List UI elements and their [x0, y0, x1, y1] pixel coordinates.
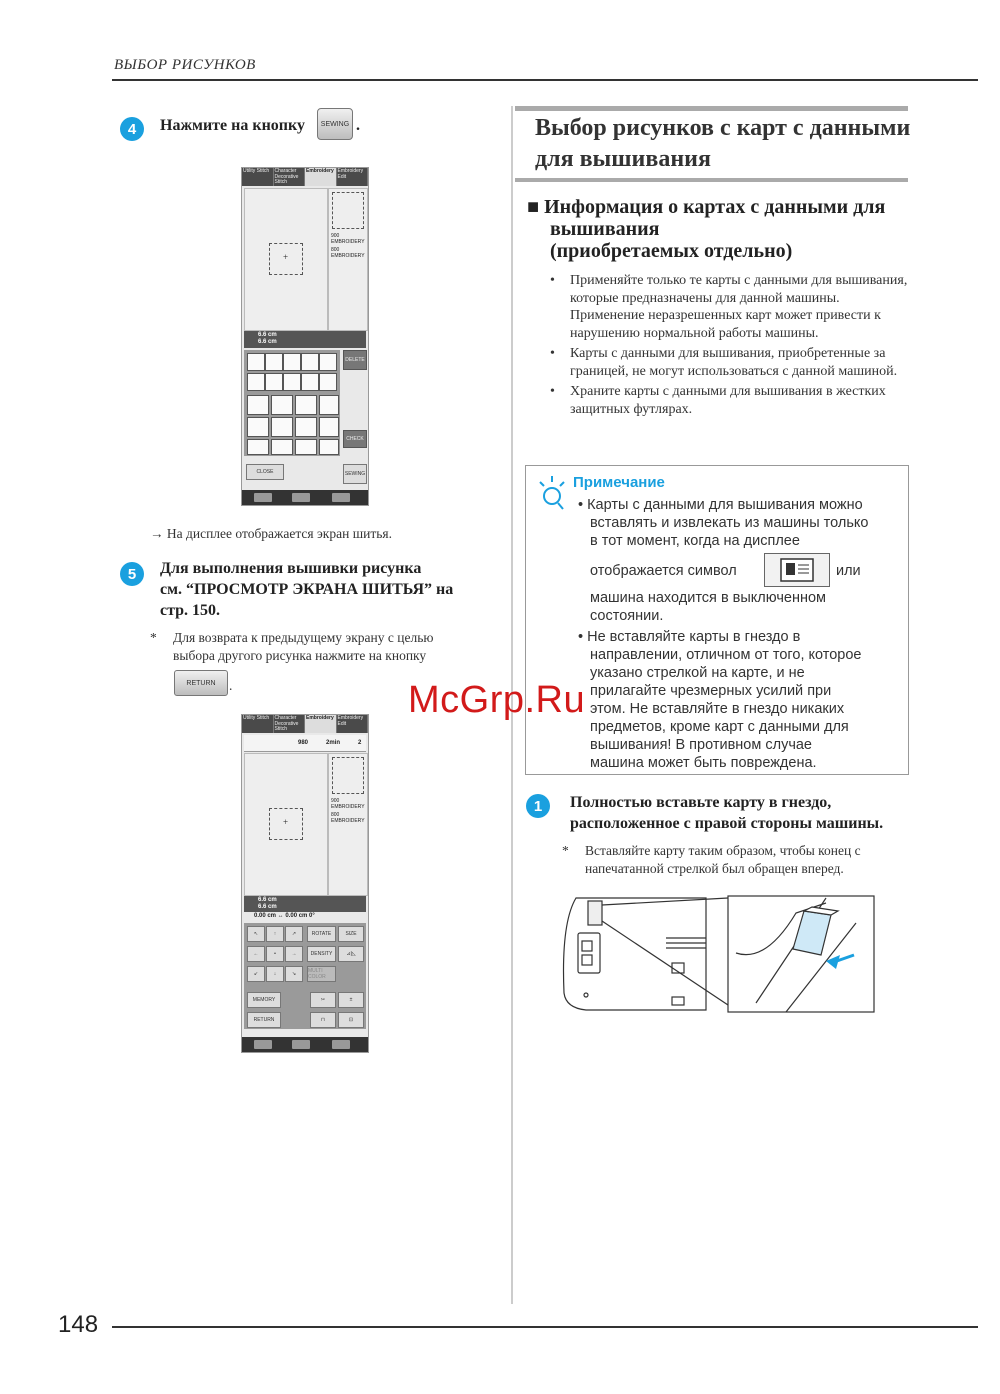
pattern-preview-area — [244, 188, 328, 331]
pattern-preview-area — [244, 753, 328, 896]
step-5-line3: стр. 150. — [160, 602, 221, 619]
section-title-line-1: Выбор рисунков с карт с данными — [535, 115, 911, 141]
frame-cell[interactable] — [319, 417, 339, 437]
return-button-image — [174, 670, 228, 696]
note-b2-l2: направлении, отличном от того, которое — [590, 647, 862, 663]
card-symbol-icon — [764, 553, 830, 587]
screen-bottom-bar — [242, 1037, 368, 1052]
shape-cell[interactable] — [247, 373, 265, 391]
time-counter: 2min — [326, 740, 341, 746]
subheading-line-3: (приобретаемых отдельно) — [550, 240, 793, 262]
screen-tabs — [242, 715, 368, 733]
thread-1: 900 EMBROIDERY — [331, 233, 365, 245]
frame-cell[interactable] — [295, 395, 317, 415]
list-item: • Храните карты с данными для вышивания в жестких защитных футлярах. — [548, 383, 913, 418]
arrow-up-button[interactable]: ↑ — [266, 926, 284, 942]
frame-cell[interactable] — [319, 439, 339, 455]
size-width: 6.6 cm — [258, 332, 277, 338]
close-button[interactable]: CLOSE — [246, 464, 284, 480]
step-4-badge: 4 — [120, 117, 144, 141]
tab-character-stitch: Character Decorative Stitch — [274, 168, 306, 186]
return-button-label: RETURN — [186, 679, 216, 687]
note-b2-l8: машина может быть повреждена. — [590, 755, 817, 771]
shape-cell[interactable] — [247, 353, 265, 371]
tab-utility-stitch: Utility Stitch — [242, 168, 274, 186]
center-mark: + — [283, 252, 289, 262]
step-4-text: Нажмите на кнопку — [160, 117, 305, 134]
arrow-up-left-button[interactable]: ↖ — [247, 926, 265, 942]
section-title — [535, 113, 910, 175]
shape-cell[interactable] — [283, 373, 301, 391]
sewing-button-image — [317, 108, 353, 140]
memory-button[interactable]: MEMORY — [247, 992, 281, 1008]
density-button[interactable]: DENSITY — [307, 946, 336, 962]
thread-cut-button[interactable]: ✂ — [310, 992, 336, 1008]
shape-cell[interactable] — [319, 353, 337, 371]
section-top-bar — [515, 106, 908, 111]
frame-cell[interactable] — [247, 439, 269, 455]
watermark: McGrp.Ru — [408, 679, 586, 721]
step-1-note-l1: Вставляйте карту таким образом, чтобы конец с — [585, 843, 861, 858]
frame-cell[interactable] — [295, 439, 317, 455]
tab-utility-stitch: Utility Stitch — [242, 715, 274, 733]
thumbnail-frame — [332, 757, 364, 794]
note-b1-l2: вставлять и извлекать из машины только — [590, 515, 869, 531]
settings-icon[interactable] — [254, 1040, 272, 1049]
note-b2-l5: этом. Не вставляйте в гнездо никаких — [590, 701, 845, 717]
step-5-badge: 5 — [120, 562, 144, 586]
step-5-line2: см. “ПРОСМОТР ЭКРАНА ШИТЬЯ” на — [160, 581, 454, 598]
machine-icon[interactable] — [292, 1040, 310, 1049]
embroidery-screen-1 — [241, 167, 369, 506]
tab-embroidery-edit: Embroidery Edit — [337, 715, 369, 733]
page-number: 148 — [58, 1311, 99, 1338]
step-1-line1: Полностью вставьте карту в гнездо, — [570, 794, 832, 811]
header-rule — [112, 79, 978, 81]
tab-embroidery-edit: Embroidery Edit — [337, 168, 369, 186]
size-height: 6.6 cm — [258, 339, 277, 345]
arrow-left-button[interactable]: ← — [247, 946, 265, 962]
tab-character-stitch: Character Decorative Stitch — [274, 715, 306, 733]
note-b2-l3: указано стрелкой на карте, и не — [590, 665, 805, 681]
help-icon[interactable] — [332, 1040, 350, 1049]
note-title: Примечание — [573, 474, 665, 491]
note-b1-l4a: отображается символ — [590, 563, 737, 579]
help-icon[interactable] — [332, 493, 350, 502]
footer-rule — [112, 1326, 978, 1328]
note-line-2: выбора другого рисунка нажмите на кнопку — [173, 648, 427, 663]
note-b1-l4b: или — [836, 563, 861, 579]
size-bar — [244, 331, 366, 348]
trial-button[interactable]: ⊓ — [310, 1012, 336, 1028]
running-header: ВЫБОР РИСУНКОВ — [114, 57, 256, 73]
shape-grid — [244, 350, 340, 456]
frame-cell[interactable] — [271, 395, 293, 415]
lightbulb-icon — [536, 472, 568, 517]
stitch-counter: 980 — [298, 740, 309, 746]
note-b2-l6: предметов, кроме карт с данными для — [590, 719, 849, 735]
note-b1-l3: в тот момент, когда на дисплее — [590, 533, 800, 549]
edit-keypad — [244, 923, 366, 1029]
frame-cell[interactable] — [319, 395, 339, 415]
machine-icon[interactable] — [292, 493, 310, 502]
subheading-line-2: вышивания — [550, 218, 660, 240]
thread-1: 900 EMBROIDERY — [331, 798, 365, 810]
rotate-button[interactable]: ROTATE — [307, 926, 336, 942]
frame-cell[interactable] — [271, 439, 293, 455]
step-1-note-l2: напечатанной стрелкой был обращен вперед. — [585, 861, 844, 876]
counter-bar — [244, 735, 366, 752]
note-b1-l6: состоянии. — [590, 608, 664, 624]
start-point-button[interactable]: ⊡ — [338, 1012, 364, 1028]
sewing-button[interactable]: SEWING — [343, 464, 367, 484]
tab-embroidery: Embroidery — [305, 715, 337, 733]
sewing-screen-2 — [241, 714, 369, 1053]
shape-cell[interactable] — [301, 353, 319, 371]
screen-bottom-bar — [242, 490, 368, 505]
thread-panel — [328, 753, 368, 896]
note-b1-l1: • Карты с данными для вышивания можно — [578, 497, 863, 513]
info-bullet-list — [548, 272, 913, 421]
center-mark: + — [283, 817, 289, 827]
color-counter: 2 — [358, 740, 362, 746]
frame-cell[interactable] — [295, 417, 317, 437]
list-item: • Карты с данными для вышивания, приобретенные за границей, не могут использоваться с данной машиной. — [548, 345, 913, 380]
shape-cell[interactable] — [301, 373, 319, 391]
sewing-button-label: SEWING — [320, 120, 350, 128]
tab-embroidery: Embroidery — [305, 168, 337, 186]
thread-panel — [328, 188, 368, 331]
arrow-down-button[interactable]: ↓ — [266, 966, 284, 982]
machine-card-slot-illustration — [556, 893, 876, 1020]
thumbnail-frame — [332, 192, 364, 229]
note-b2-l1: • Не вставляйте карты в гнездо в — [578, 629, 801, 645]
section-title-line-2: для вышивания — [535, 146, 711, 172]
thread-2: 800 EMBROIDERY — [331, 247, 365, 259]
result-text: → На дисплее отображается экран шитья. — [150, 526, 392, 541]
note-b2-l7: вышивания! В противном случае — [590, 737, 812, 753]
note-b1-l5: машина находится в выключенном — [590, 590, 826, 606]
step-4-suffix: . — [356, 117, 360, 134]
subheading-line-1: ■ Информация о картах с данными для — [527, 196, 886, 218]
center-button[interactable]: • — [266, 946, 284, 962]
multi-color-button[interactable]: MULTI COLOR — [307, 966, 336, 982]
arrow-right-button[interactable]: → — [285, 946, 303, 962]
arrow-down-right-button[interactable]: ↘ — [285, 966, 303, 982]
screen-tabs — [242, 168, 368, 186]
step-1-line2: расположенное с правой стороны машины. — [570, 815, 884, 832]
tension-button[interactable]: ± — [338, 992, 364, 1008]
frame-cell[interactable] — [271, 417, 293, 437]
note-b2-l4: прилагайте чрезмерных усилий при — [590, 683, 832, 699]
step-5-line1: Для выполнения вышивки рисунка — [160, 560, 422, 577]
settings-icon[interactable] — [254, 493, 272, 502]
size-height: 6.6 cm — [258, 904, 277, 910]
check-button[interactable]: CHECK — [343, 430, 367, 448]
return-button[interactable]: RETURN — [247, 1012, 281, 1028]
subheading — [527, 196, 917, 262]
step-1-badge: 1 — [526, 794, 550, 818]
shape-cell[interactable] — [319, 373, 337, 391]
size-bar — [244, 896, 366, 912]
shape-cell[interactable] — [265, 353, 283, 371]
mirror-button[interactable]: ⊿|◺ — [338, 946, 364, 962]
delete-button[interactable]: DELETE — [343, 350, 367, 370]
note-star: * — [150, 630, 157, 645]
thread-2: 800 EMBROIDERY — [331, 812, 365, 824]
arrow-down-left-button[interactable]: ↙ — [247, 966, 265, 982]
offset-readout: 0.00 cm ↔ 0.00 cm 0° — [254, 913, 315, 919]
shape-cell[interactable] — [283, 353, 301, 371]
frame-cell[interactable] — [247, 417, 269, 437]
step-1-note-star: * — [562, 843, 569, 858]
frame-cell[interactable] — [247, 395, 269, 415]
size-button[interactable]: SIZE — [338, 926, 364, 942]
return-suffix: . — [229, 678, 233, 693]
section-bottom-bar — [515, 178, 908, 182]
note-line-1: Для возврата к предыдущему экрану с целью — [173, 630, 434, 645]
size-width: 6.6 cm — [258, 897, 277, 903]
list-item: • Применяйте только те карты с данными для вышивания, которые предназначены для данной машины. Применение неразрешенных карт может привести к нарушению нормальной работы машины. — [548, 272, 913, 342]
arrow-up-right-button[interactable]: ↗ — [285, 926, 303, 942]
shape-cell[interactable] — [265, 373, 283, 391]
